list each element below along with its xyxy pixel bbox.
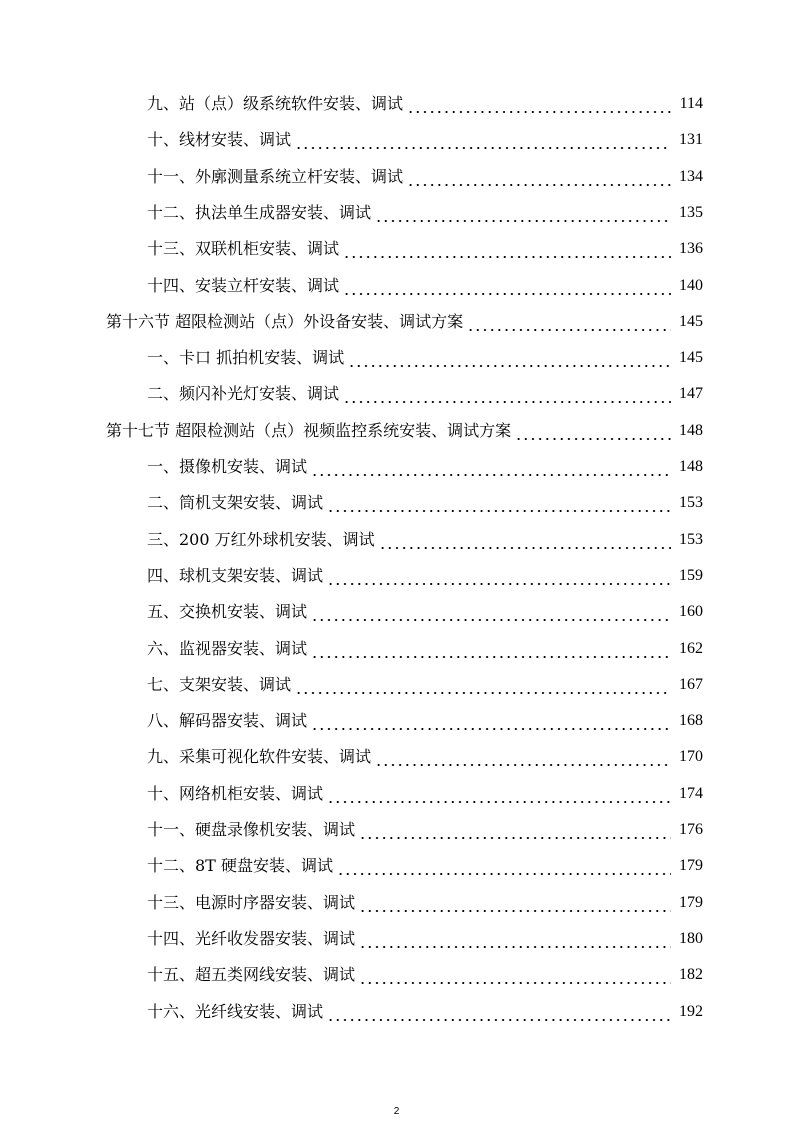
toc-entry-page: 167 <box>679 675 703 693</box>
toc-entry[interactable] <box>147 485 703 521</box>
toc-entry-page: 174 <box>679 784 703 802</box>
toc-entry-title: 一、卡口 抓拍机安装、调试 <box>147 348 345 368</box>
toc-entry-title: 十、网络机柜安装、调试 <box>147 783 324 803</box>
toc-entry-page: 153 <box>679 494 703 512</box>
toc-entry-page: 148 <box>679 458 703 475</box>
toc-entry-page: 147 <box>679 385 703 403</box>
toc-entry-page: 176 <box>679 821 703 838</box>
toc-entry-page: 145 <box>679 349 703 367</box>
toc-entry-page: 159 <box>679 566 703 584</box>
toc-entry-title: 五、交换机安装、调试 <box>147 602 308 622</box>
toc-entry[interactable] <box>147 159 703 195</box>
toc-entry-title: 十四、光纤收发器安装、调试 <box>147 928 356 948</box>
toc-dot-leader <box>311 449 671 485</box>
toc-entry[interactable] <box>147 594 703 630</box>
toc-dot-leader <box>359 921 671 957</box>
toc-entry[interactable] <box>147 268 703 304</box>
toc-entry[interactable] <box>147 195 703 231</box>
toc-entry-page: 160 <box>679 603 703 621</box>
toc-dot-leader <box>515 413 671 449</box>
toc-entry[interactable] <box>147 994 703 1030</box>
toc-dot-leader <box>311 631 671 667</box>
toc-entry[interactable] <box>147 812 703 848</box>
toc-dot-leader <box>295 667 671 703</box>
toc-entry-title: 七、支架安装、调试 <box>147 674 292 694</box>
toc-entry-title: 四、球机支架安装、调试 <box>147 565 324 585</box>
toc-dot-leader <box>327 994 671 1030</box>
toc-entry[interactable] <box>106 413 703 449</box>
toc-entry-page: 192 <box>679 1002 703 1020</box>
toc-entry[interactable] <box>147 231 703 267</box>
toc-entry-title: 第十六节 超限检测站（点）外设备安装、调试方案 <box>106 311 464 331</box>
toc-dot-leader <box>407 86 671 122</box>
toc-entry-title: 十二、8T 硬盘安装、调试 <box>147 856 333 876</box>
toc-dot-leader <box>359 812 671 848</box>
toc-entry[interactable] <box>147 86 703 122</box>
toc-entry[interactable] <box>147 449 703 485</box>
toc-entry[interactable] <box>147 522 703 558</box>
toc-dot-leader <box>467 304 671 340</box>
toc-entry-page: 114 <box>679 95 703 112</box>
toc-entry-title: 九、采集可视化软件安装、调试 <box>147 747 372 767</box>
toc-entry-page: 148 <box>679 421 703 439</box>
toc-dot-leader <box>359 957 671 993</box>
toc-dot-leader <box>295 122 671 158</box>
toc-entry-title: 三、200 万红外球机安装、调试 <box>147 529 375 549</box>
toc-entry-page: 131 <box>679 131 703 149</box>
toc-dot-leader <box>327 558 671 594</box>
toc-entry-page: 140 <box>679 276 703 294</box>
toc-entry-title: 十六、光纤线安装、调试 <box>147 1001 324 1021</box>
toc-entry-title: 十三、电源时序器安装、调试 <box>147 892 356 912</box>
toc-entry-title: 十、线材安装、调试 <box>147 130 292 150</box>
toc-entry[interactable] <box>147 703 703 739</box>
toc-entry-title: 十二、执法单生成器安装、调试 <box>147 202 372 222</box>
toc-entry-title: 九、站（点）级系统软件安装、调试 <box>147 94 404 113</box>
toc-entry-page: 170 <box>679 748 703 766</box>
toc-entry[interactable] <box>147 631 703 667</box>
toc-dot-leader <box>343 376 671 412</box>
toc-entry-title: 二、筒机支架安装、调试 <box>147 493 324 513</box>
toc-entry[interactable] <box>147 776 703 812</box>
toc-entry-title: 十一、硬盘录像机安装、调试 <box>147 820 356 839</box>
toc-entry-page: 162 <box>679 639 703 657</box>
toc-dot-leader <box>348 340 671 376</box>
toc-entry-page: 179 <box>679 857 703 875</box>
toc-entry-page: 153 <box>679 530 703 548</box>
toc-entry-page: 179 <box>679 893 703 911</box>
toc-dot-leader <box>343 268 671 304</box>
toc-dot-leader <box>407 159 671 195</box>
toc-dot-leader <box>343 231 671 267</box>
toc-entry-title: 六、监视器安装、调试 <box>147 638 308 658</box>
toc-entry-title: 八、解码器安装、调试 <box>147 711 308 731</box>
toc-entry-page: 136 <box>679 240 703 258</box>
toc-entry-title: 十五、超五类网线安装、调试 <box>147 965 356 985</box>
toc-dot-leader <box>327 485 671 521</box>
toc-entry-title: 十三、双联机柜安装、调试 <box>147 239 340 259</box>
toc-entry-page: 180 <box>679 929 703 947</box>
toc-entry[interactable] <box>147 957 703 993</box>
toc-dot-leader <box>311 703 671 739</box>
toc-entry[interactable] <box>147 848 703 884</box>
toc-entry-page: 182 <box>679 966 703 984</box>
toc-entry-title: 一、摄像机安装、调试 <box>147 457 308 476</box>
toc-dot-leader <box>359 885 671 921</box>
toc-dot-leader <box>311 594 671 630</box>
toc-dot-leader <box>375 739 671 775</box>
toc-entry-page: 168 <box>679 712 703 730</box>
toc-entry[interactable] <box>147 376 703 412</box>
toc-entry-title: 第十七节 超限检测站（点）视频监控系统安装、调试方案 <box>106 420 512 440</box>
toc-entry[interactable] <box>106 304 703 340</box>
toc-entry[interactable] <box>147 739 703 775</box>
toc-entry-page: 135 <box>679 203 703 221</box>
toc-entry[interactable] <box>147 885 703 921</box>
toc-entry-title: 十四、安装立杆安装、调试 <box>147 275 340 295</box>
toc-entry-page: 145 <box>679 312 703 330</box>
toc-dot-leader <box>375 195 671 231</box>
toc-entry-page: 134 <box>679 167 703 185</box>
toc-entry[interactable] <box>147 558 703 594</box>
page-number: 2 <box>393 1106 400 1117</box>
toc-entry-title: 十一、外廓测量系统立杆安装、调试 <box>147 166 404 186</box>
toc-dot-leader <box>337 848 671 884</box>
toc-dot-leader <box>327 776 671 812</box>
toc-entry[interactable] <box>147 667 703 703</box>
toc-entry-title: 二、频闪补光灯安装、调试 <box>147 384 340 404</box>
toc-entry[interactable] <box>147 122 703 158</box>
toc-entry[interactable] <box>147 921 703 957</box>
toc-dot-leader <box>379 522 671 558</box>
toc-entry[interactable] <box>147 340 703 376</box>
